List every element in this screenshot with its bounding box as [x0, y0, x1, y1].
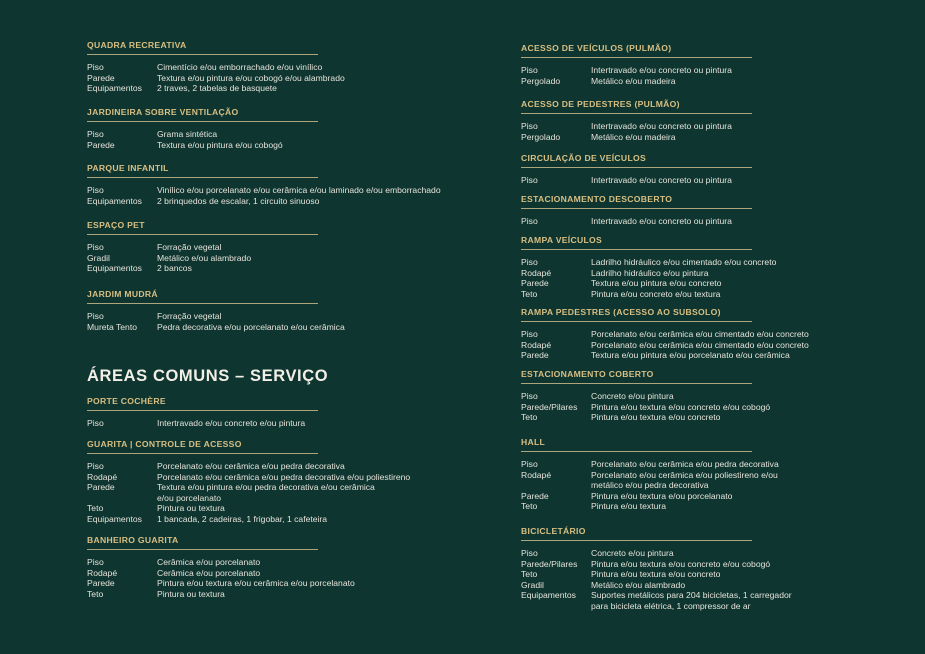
section-divider — [521, 113, 752, 114]
spec-row — [521, 175, 921, 186]
spec-label: Parede — [87, 139, 115, 150]
spec-section-parque-infantil — [87, 163, 487, 206]
spec-value: Pintura ou textura — [157, 503, 225, 513]
spec-label: Rodapé — [87, 471, 118, 482]
spec-section-banheiro-guarita — [87, 535, 487, 599]
spec-row — [521, 289, 921, 300]
spec-row — [87, 196, 487, 207]
spec-row — [521, 491, 921, 502]
spec-row — [87, 185, 487, 196]
section-divider — [87, 54, 318, 55]
spec-value: Metálico e/ou alambrado — [157, 252, 252, 263]
spec-label: Piso — [521, 257, 538, 267]
spec-label: Parede — [87, 482, 115, 492]
spec-value: Cimentício e/ou emborrachado e/ou vinílico — [157, 62, 323, 72]
section-divider — [521, 451, 752, 452]
section-divider — [521, 249, 752, 250]
spec-label: Equipamentos — [87, 263, 142, 273]
spec-label: Teto — [521, 569, 538, 579]
spec-row — [87, 472, 487, 483]
spec-label: Teto — [521, 288, 538, 299]
spec-row — [87, 514, 487, 525]
spec-row — [87, 62, 487, 73]
spec-value: Textura e/ou pintura e/ou concreto — [591, 278, 722, 288]
spec-row — [521, 402, 921, 413]
spec-value: Textura e/ou pintura e/ou cobogó e/ou alambrado — [157, 72, 345, 83]
spec-label: Parede/Pilares — [521, 401, 578, 412]
spec-row — [87, 263, 487, 274]
section-title: JARDINEIRA SOBRE VENTILAÇÃO — [87, 107, 239, 117]
spec-label: Teto — [521, 501, 538, 511]
spec-label: Piso — [87, 129, 104, 139]
spec-label: Parede — [521, 350, 549, 360]
section-title: PARQUE INFANTIL — [87, 163, 169, 173]
section-divider — [87, 234, 318, 235]
spec-value: Pintura ou textura — [157, 588, 225, 599]
spec-value: Porcelanato e/ou cerâmica e/ou poliestireno e/ou metálico e/ou pedra decorativa — [591, 469, 778, 490]
spec-label: Equipamentos — [87, 83, 142, 93]
spec-label: Parede/Pilares — [521, 558, 578, 569]
spec-value: Pintura e/ou textura e/ou concreto — [591, 569, 721, 579]
spec-value: Ladrilho hidráulico e/ou pintura — [591, 267, 709, 278]
spec-row — [521, 268, 921, 279]
spec-row — [87, 503, 487, 514]
spec-value: Concreto e/ou pintura — [591, 548, 674, 558]
spec-label: Piso — [87, 242, 104, 252]
section-title: CIRCULAÇÃO DE VEÍCULOS — [521, 153, 647, 163]
spec-value: Ladrilho hidráulico e/ou cimentado e/ou concreto — [591, 257, 777, 267]
spec-value: Textura e/ou pintura e/ou porcelanato e/ou cerâmica — [591, 350, 790, 360]
spec-value: Pintura e/ou textura e/ou porcelanato — [591, 490, 733, 501]
section-title: ESTACIONAMENTO DESCOBERTO — [521, 194, 673, 204]
spec-section-circulacao-de-veiculos — [521, 153, 921, 186]
spec-value: Porcelanato e/ou cerâmica e/ou pedra decorativa e/ou poliestireno — [157, 471, 411, 482]
spec-value: 1 bancada, 2 cadeiras, 1 frigobar, 1 cafeteira — [157, 513, 328, 524]
spec-label: Piso — [521, 65, 538, 75]
spec-label: Pergolado — [521, 131, 561, 142]
section-title: HALL — [521, 437, 546, 447]
spec-value: Textura e/ou pintura e/ou cobogó — [157, 139, 283, 150]
spec-value: Pintura e/ou textura — [591, 501, 667, 511]
section-divider — [87, 549, 318, 550]
section-divider — [521, 57, 752, 58]
spec-section-rampa-pedestres-acesso-ao-subsolo — [521, 307, 921, 361]
spec-label: Piso — [87, 461, 104, 471]
section-title: QUADRA RECREATIVA — [87, 40, 187, 50]
spec-row — [87, 140, 487, 151]
section-title: GUARITA | CONTROLE DE ACESSO — [87, 439, 242, 449]
spec-row — [521, 132, 921, 143]
section-divider — [521, 167, 752, 168]
spec-section-jardineira-sobre-ventilacao — [87, 107, 487, 150]
spec-label: Piso — [87, 418, 104, 428]
spec-value: Pintura e/ou textura e/ou cerâmica e/ou porcelanato — [157, 578, 355, 588]
spec-value: Porcelanato e/ou cerâmica e/ou cimentado e/ou concreto — [591, 329, 809, 339]
spec-row — [521, 559, 921, 570]
spec-row — [87, 242, 487, 253]
section-title: JARDIM MUDRÁ — [87, 289, 158, 299]
spec-value: Intertravado e/ou concreto e/ou pintura — [157, 418, 306, 428]
spec-row — [521, 580, 921, 591]
section-divider — [521, 383, 752, 384]
spec-value: Metálico e/ou madeira — [591, 75, 676, 86]
spec-value: Cerâmica e/ou porcelanato — [157, 557, 261, 567]
spec-value: Textura e/ou pintura e/ou pedra decorativa e/ou cerâmica e/ou porcelanato — [157, 482, 375, 503]
spec-label: Teto — [521, 412, 538, 422]
spec-value: Intertravado e/ou concreto ou pintura — [591, 65, 732, 75]
spec-value: Pintura e/ou textura e/ou concreto e/ou cobogó — [591, 558, 771, 569]
spec-row — [521, 257, 921, 268]
spec-section-estacionamento-coberto — [521, 369, 921, 423]
spec-label: Piso — [521, 216, 538, 226]
spec-row — [521, 329, 921, 340]
section-divider — [87, 303, 318, 304]
spec-label: Equipamentos — [521, 590, 576, 600]
spec-label: Parede — [87, 72, 115, 83]
spec-row — [87, 418, 487, 429]
spec-row — [87, 322, 487, 333]
spec-row — [87, 578, 487, 589]
spec-label: Rodapé — [521, 267, 552, 278]
spec-row — [87, 73, 487, 84]
spec-row — [521, 569, 921, 580]
section-title: BICICLETÁRIO — [521, 526, 586, 536]
spec-label: Teto — [87, 503, 104, 513]
spec-label: Piso — [521, 121, 538, 131]
spec-row — [87, 83, 487, 94]
section-divider — [87, 121, 318, 122]
spec-label: Piso — [521, 391, 538, 401]
spec-row — [521, 76, 921, 87]
spec-value: Porcelanato e/ou cerâmica e/ou pedra decorativa — [591, 459, 779, 469]
spec-row — [521, 391, 921, 402]
spec-value: Pintura e/ou textura e/ou concreto — [591, 412, 721, 422]
spec-label: Piso — [521, 175, 538, 185]
spec-label: Piso — [87, 185, 104, 195]
section-divider — [521, 540, 752, 541]
spec-label: Piso — [87, 62, 104, 72]
spec-row — [521, 278, 921, 289]
spec-row — [521, 216, 921, 227]
spec-label: Piso — [521, 459, 538, 469]
spec-value: Intertravado e/ou concreto ou pintura — [591, 121, 732, 131]
spec-value: Vinílico e/ou porcelanato e/ou cerâmica e/ou laminado e/ou emborrachado — [157, 185, 441, 195]
spec-section-jardim-mudra — [87, 289, 487, 332]
spec-section-hall — [521, 437, 921, 512]
spec-value: Grama sintética — [157, 129, 218, 139]
section-title: BANHEIRO GUARITA — [87, 535, 179, 545]
spec-section-estacionamento-descoberto — [521, 194, 921, 227]
spec-label: Rodapé — [87, 567, 118, 578]
spec-value: Pedra decorativa e/ou porcelanato e/ou cerâmica — [157, 321, 345, 332]
spec-row — [521, 548, 921, 559]
spec-row — [521, 65, 921, 76]
spec-label: Rodapé — [521, 339, 552, 350]
spec-label: Piso — [87, 557, 104, 567]
section-title: ESTACIONAMENTO COBERTO — [521, 369, 654, 379]
section-divider — [521, 208, 752, 209]
spec-row — [87, 589, 487, 600]
spec-row — [521, 590, 921, 611]
spec-label: Parede — [521, 278, 549, 288]
spec-label: Equipamentos — [87, 195, 142, 206]
spec-label: Gradil — [87, 252, 110, 263]
spec-row — [521, 501, 921, 512]
section-title: ACESSO DE VEÍCULOS (PULMÃO) — [521, 43, 672, 53]
spec-section-quadra-recreativa — [87, 40, 487, 94]
spec-section-acesso-de-veiculos-pulmao — [521, 43, 921, 86]
spec-value: Forração vegetal — [157, 242, 222, 252]
spec-label: Piso — [521, 329, 538, 339]
spec-label: Parede — [521, 490, 549, 501]
spec-label: Pergolado — [521, 75, 561, 86]
spec-row — [87, 129, 487, 140]
spec-value: Pintura e/ou textura e/ou concreto e/ou cobogó — [591, 401, 771, 412]
section-title: RAMPA PEDESTRES (ACESSO AO SUBSOLO) — [521, 307, 721, 317]
spec-row — [521, 470, 921, 491]
spec-label: Parede — [87, 578, 115, 588]
spec-section-guarita-controle-de-acesso — [87, 439, 487, 524]
section-title: RAMPA VEÍCULOS — [521, 235, 603, 245]
spec-row — [521, 459, 921, 470]
section-title: PORTE COCHÈRE — [87, 396, 166, 406]
spec-value: 2 traves, 2 tabelas de basquete — [157, 83, 277, 93]
section-title: ACESSO DE PEDESTRES (PULMÃO) — [521, 99, 680, 109]
spec-row — [521, 350, 921, 361]
spec-label: Piso — [521, 548, 538, 558]
spec-row — [87, 253, 487, 264]
spec-row — [521, 121, 921, 132]
spec-value: Metálico e/ou madeira — [591, 131, 676, 142]
spec-value: 2 bancos — [157, 263, 192, 273]
spec-value: 2 brinquedos de escalar, 1 circuito sinuoso — [157, 195, 320, 206]
spec-row — [87, 461, 487, 472]
spec-value: Intertravado e/ou concreto ou pintura — [591, 175, 732, 185]
spec-row — [521, 412, 921, 423]
spec-row — [87, 568, 487, 579]
spec-section-bicicletario — [521, 526, 921, 611]
spec-label: Piso — [87, 311, 104, 321]
spec-row — [521, 340, 921, 351]
section-divider — [521, 321, 752, 322]
spec-label: Teto — [87, 588, 104, 599]
section-divider — [87, 177, 318, 178]
section-heading: ÁREAS COMUNS – SERVIÇO — [87, 367, 329, 385]
spec-value: Cerâmica e/ou porcelanato — [157, 567, 261, 578]
section-divider — [87, 453, 318, 454]
spec-section-rampa-veiculos — [521, 235, 921, 299]
spec-label: Mureta Tento — [87, 321, 138, 332]
spec-value: Suportes metálicos para 204 bicicletas, 1 carregador para bicicleta elétrica, 1 compressor de ar — [591, 590, 792, 611]
spec-value: Porcelanato e/ou cerâmica e/ou cimentado e/ou concreto — [591, 339, 809, 350]
spec-value: Pintura e/ou concreto e/ou textura — [591, 288, 721, 299]
spec-label: Equipamentos — [87, 513, 142, 524]
spec-row — [87, 311, 487, 322]
spec-section-acesso-de-pedestres-pulmao — [521, 99, 921, 142]
spec-section-porte-cochere — [87, 396, 487, 429]
section-title: ESPAÇO PET — [87, 220, 145, 230]
spec-section-espaco-pet — [87, 220, 487, 274]
section-divider — [87, 410, 318, 411]
spec-value: Concreto e/ou pintura — [591, 391, 674, 401]
spec-row — [87, 557, 487, 568]
spec-label: Gradil — [521, 579, 544, 590]
spec-value: Forração vegetal — [157, 311, 222, 321]
spec-value: Porcelanato e/ou cerâmica e/ou pedra decorativa — [157, 461, 345, 471]
spec-row — [87, 482, 487, 503]
spec-value: Intertravado e/ou concreto ou pintura — [591, 216, 732, 226]
spec-value: Metálico e/ou alambrado — [591, 579, 686, 590]
spec-label: Rodapé — [521, 469, 552, 480]
